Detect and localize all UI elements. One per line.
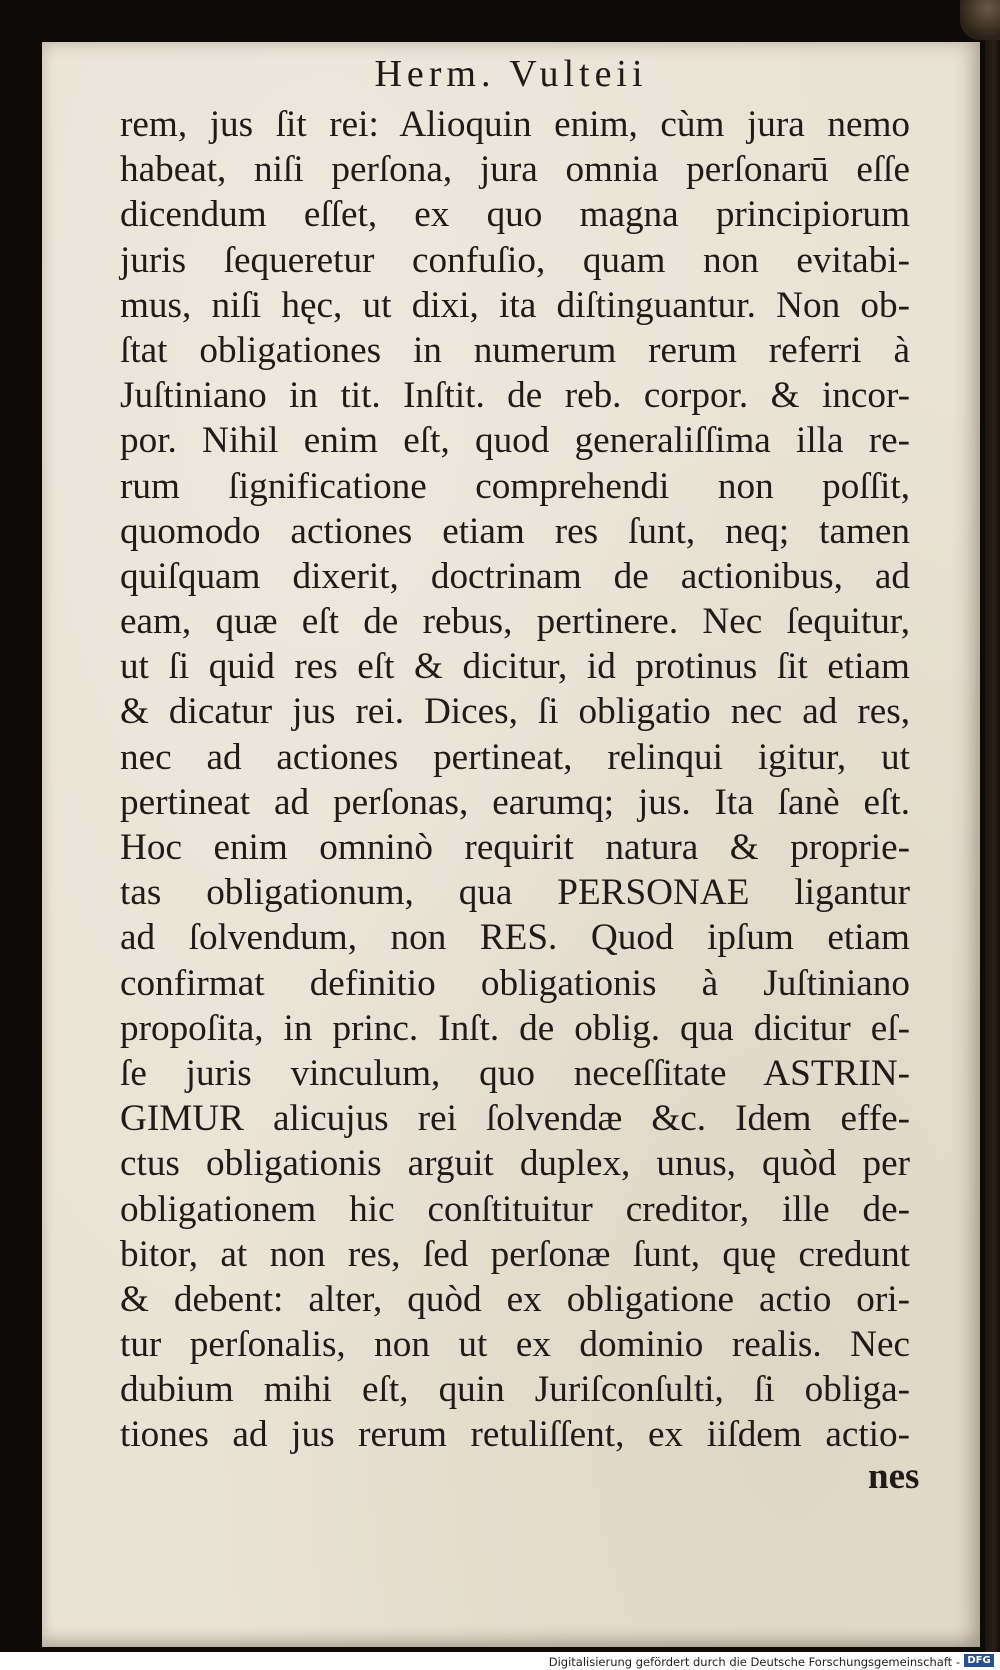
text-line: ctus obligationis arguit duplex, unus, quòd per xyxy=(120,1143,910,1185)
text-line: mus, niſi hęc, ut dixi, ita diſtinguantur. Non ob- xyxy=(120,284,910,326)
text-line: ſtat obligationes in numerum rerum referri à xyxy=(120,329,910,371)
text-line: ſe juris vinculum, quo neceſſitate ASTRIN- xyxy=(120,1052,910,1094)
text-line: Hoc enim omninò requirit natura & proprie- xyxy=(120,827,910,868)
text-line: bitor, at non res, ſed perſonæ ſunt, quę credunt xyxy=(120,1233,910,1275)
text-line: tiones ad jus rerum retuliſſent, ex iiſdem actio- xyxy=(120,1414,910,1456)
text-line: & debent: alter, quòd ex obligatione actio ori- xyxy=(120,1278,910,1320)
text-line: nec ad actiones pertineat, relinqui igitur, ut xyxy=(120,736,910,778)
page-corner xyxy=(960,0,1000,40)
text-line: propoſita, in princ. Inſt. de oblig. qua dicitur eſ- xyxy=(120,1007,910,1049)
text-line: juris ſequeretur confuſio, quam non evitabi- xyxy=(120,239,910,281)
text-line: & dicatur jus rei. Dices, ſi obligatio nec ad res, xyxy=(120,691,910,733)
funding-credit: Digitalisierung gefördert durch die Deutsche Forschungsgemeinschaft - xyxy=(548,1655,960,1669)
dfg-logo: DFG xyxy=(964,1654,994,1667)
text-line: habeat, niſi perſona, jura omnia perſonarū eſſe xyxy=(120,149,910,191)
text-line: confirmat definitio obligationis à Juſtiniano xyxy=(120,962,910,1004)
book-page xyxy=(42,42,980,1647)
text-line: pertineat ad perſonas, earumq; jus. Ita ſanè eſt. xyxy=(120,781,910,823)
text-line: quiſquam dixerit, doctrinam de actionibus, ad xyxy=(120,555,910,597)
text-line: GIMUR alicujus rei ſolvendæ &c. Idem effe- xyxy=(120,1098,910,1140)
text-line: por. Nihil enim eſt, quod generaliſſima illa re- xyxy=(120,420,910,462)
running-head: Herm. Vulteii xyxy=(374,53,648,95)
text-line: quomodo actiones etiam res ſunt, neq; tamen xyxy=(120,510,910,552)
book-fore-edge xyxy=(985,0,1000,1670)
text-line: rem, jus ſit rei: Alioquin enim, cùm jura nemo xyxy=(120,104,910,145)
catchword: nes xyxy=(868,1456,920,1497)
text-line: eam, quæ eſt de rebus, pertinere. Nec ſequitur, xyxy=(120,601,910,643)
text-line: obligationem hic conſtituitur creditor, ille de- xyxy=(120,1188,910,1230)
text-line: rum ſignificatione comprehendi non poſſit, xyxy=(120,465,910,507)
text-line: dubium mihi eſt, quin Juriſconſulti, ſi obliga- xyxy=(120,1369,910,1411)
text-line: ut ſi quid res eſt & dicitur, id protinus ſit etiam xyxy=(120,646,910,688)
text-line: ad ſolvendum, non RES. Quod ipſum etiam xyxy=(120,917,910,959)
text-line: dicendum eſſet, ex quo magna principiorum xyxy=(120,194,910,236)
text-line: tas obligationum, qua PERSONAE ligantur xyxy=(120,872,910,914)
text-line: Juſtiniano in tit. Inſtit. de reb. corpor. & incor- xyxy=(120,375,910,417)
text-line: tur perſonalis, non ut ex dominio realis. Nec xyxy=(120,1324,910,1366)
body-text xyxy=(120,102,910,1458)
